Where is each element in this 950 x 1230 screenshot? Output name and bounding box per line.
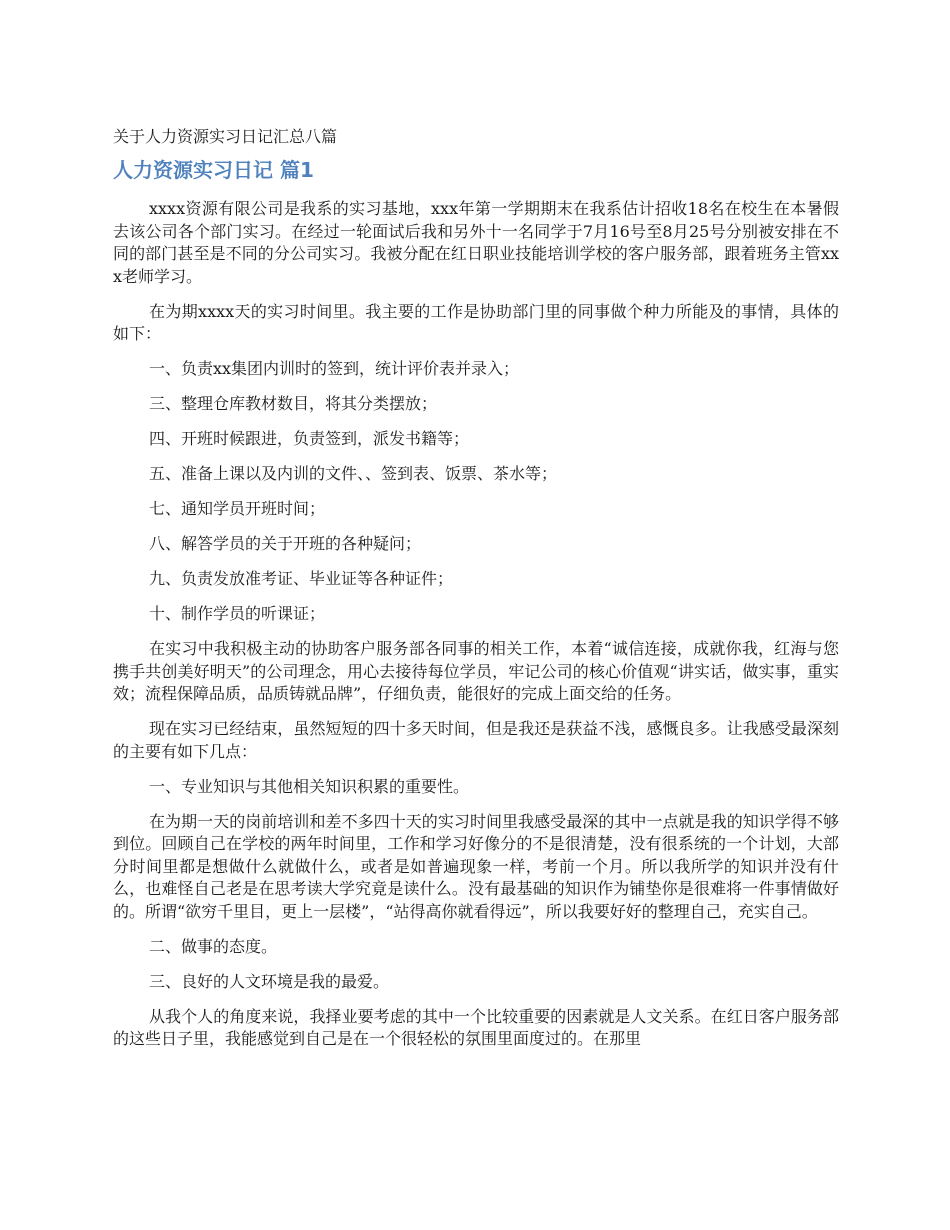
paragraph-environment: 从我个人的角度来说，我择业要考虑的其中一个比较重要的因素就是人文关系。在红日客户服务部的这些日子里，我能感觉到自己是在一个很轻松的氛围里面度过的。在那里 — [113, 1006, 839, 1048]
paragraph-knowledge: 在为期一天的岗前培训和差不多四十天的实习时间里我感受最深的其中一点就是我的知识学得不够到位。回顾自己在学校的两年时间里，工作和学习好像分的不是很清楚，没有很系统的一个计划，大部分时间里都是想做什么就做什么，或者是如普遍现象一样，考前一个月。所以我所学的知识并没有什么，也难怪自己老是在思考读大学究竟是读什么。没有最基础的知识作为铺垫你是很难将一件事情做好的。所谓“欲穷千里目，更上一层楼”，“站得高你就看得远”，所以我要好好的整理自己，充实自己。 — [113, 811, 839, 921]
list-item: 一、负责xx集团内训时的签到，统计评价表并录入； — [149, 359, 520, 378]
list-item: 十、制作学员的听课证； — [149, 604, 326, 623]
point-heading: 二、做事的态度。 — [149, 936, 278, 956]
paragraph-intro: xxxx资源有限公司是我系的实习基地，xxx年第一学期期末在我系估计招收18名在校生在本暑假去该公司各个部门实习。在经过一轮面试后我和另外十一名同学于7月16号至8月25号分别被安排在不同的部门甚至是不同的分公司实习。我被分配在红日职业技能培训学校的客户服务部，跟着班务主管xxx老师学习。 — [113, 199, 839, 286]
list-item: 七、通知学员开班时间； — [149, 499, 326, 518]
paragraph-company-values: 在实习中我积极主动的协助客户服务部各同事的相关工作，本着“诚信连接，成就你我，红海与您携手共创美好明天”的公司理念，用心去接待每位学员，牢记公司的核心价值观“讲实话，做实事，重实效；流程保障品质，品质铸就品牌”，仔细负责，能很好的完成上面交给的任务。 — [113, 639, 839, 703]
section-heading: 人力资源实习日记 篇1 — [113, 158, 314, 182]
list-item: 三、整理仓库教材数目，将其分类摆放； — [149, 394, 438, 413]
list-item: 四、开班时候跟进，负责签到，派发书籍等； — [149, 429, 470, 448]
document-title: 关于人力资源实习日记汇总八篇 — [113, 127, 338, 146]
point-heading: 一、专业知识与其他相关知识积累的重要性。 — [149, 776, 470, 796]
paragraph-reflection: 现在实习已经结束，虽然短短的四十多天时间，但是我还是获益不浅，感慨良多。让我感受最深刻的主要有如下几点： — [113, 719, 839, 761]
list-item: 五、准备上课以及内训的文件、、签到表、饭票、茶水等； — [149, 464, 558, 483]
list-item: 九、负责发放准考证、毕业证等各种证件； — [149, 569, 454, 588]
list-item: 八、解答学员的关于开班的各种疑问； — [149, 534, 422, 553]
document-page — [113, 124, 839, 1063]
point-heading: 三、良好的人文环境是我的最爱。 — [149, 971, 390, 991]
paragraph-duties-intro: 在为期xxxx天的实习时间里。我主要的工作是协助部门里的同事做个种力所能及的事情，具体的如下： — [113, 301, 839, 343]
